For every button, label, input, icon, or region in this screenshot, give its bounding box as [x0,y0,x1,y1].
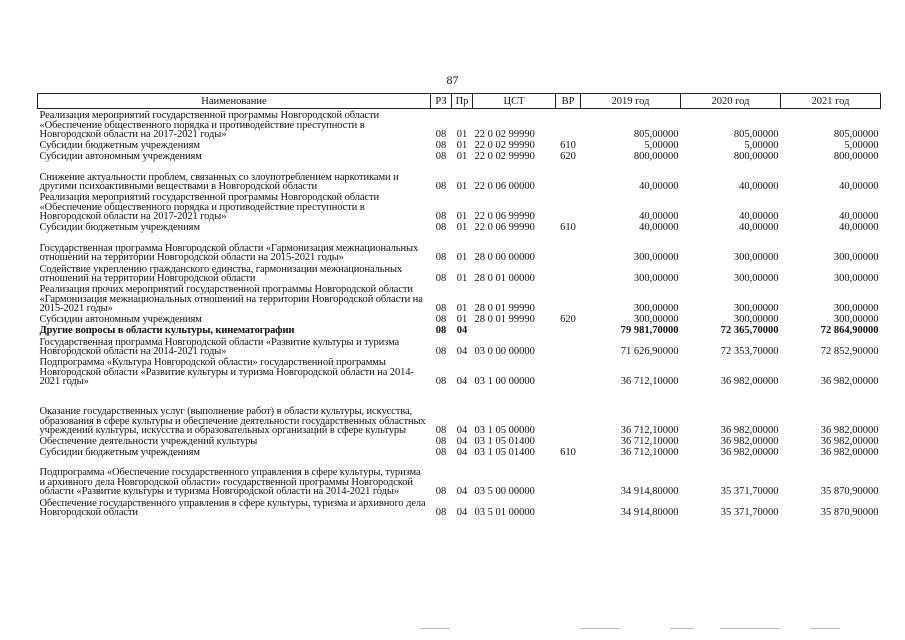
cell-name: Подпрограмма «Обеспечение государственного управления в сфере культуры, туризма и архивного дела Новгородской области» государственной программы Новгородской области «Развитие культуры и туризма Новгородской области на 2014-2021 годы» [39,467,421,497]
cell-2019: 40,00000 [639,210,679,222]
cell-2020: 35 371,70000 [720,485,779,497]
cell-pr: 01 [456,210,468,222]
cell-2021: 5,00000 [844,139,879,151]
cell-2019: 805,00000 [633,128,679,140]
cell-2019: 300,00000 [633,302,679,314]
table-body [38,109,881,518]
cell-vr [556,386,581,435]
cell-pr: 01 [456,128,468,140]
table-row [38,232,881,262]
cell-2021: 300,00000 [833,272,879,284]
header-pr: Пр [452,94,473,109]
cell-cst: 22 0 06 99990 [474,221,535,233]
cell-pr: 04 [456,446,468,458]
cell-name: Субсидии бюджетным учреждениям [39,221,200,233]
cell-name: Субсидии автономным учреждениям [39,150,202,162]
cell-rz: 08 [435,435,447,447]
cell-2020: 805,00000 [733,128,779,140]
cell-name: Государственная программа Новгородской области «Гармонизация межнациональных отношений на территории Новгородской области на 2015-2021 годы» [39,242,419,263]
cell-rz: 08 [435,345,447,357]
cell-2021: 300,00000 [833,313,879,325]
cell-2019: 71 626,90000 [620,345,679,357]
cell-vr [556,335,581,356]
cell-2019: 36 712,10000 [620,375,679,387]
cell-rz: 08 [435,302,447,314]
cell-2021: 36 982,00000 [820,424,879,436]
cell-cst: 03 1 05 01400 [474,446,535,458]
table-row [38,335,881,356]
cell-cst: 03 1 05 01400 [474,435,535,447]
cell-vr [556,496,581,517]
cell-cst [473,324,556,335]
table-row [38,435,881,446]
cell-name: Реализация мероприятий государственной программы Новгородской области «Обеспечение общественного порядка и противодействие преступности в Новгородской области на 2017-2021 годы» [39,110,379,140]
table-header-row [38,94,881,109]
cell-pr: 01 [456,313,468,325]
cell-vr [556,356,581,386]
cell-rz: 08 [435,150,447,162]
table-row [38,109,881,140]
cell-rz: 08 [435,272,447,284]
cell-cst: 03 1 00 00000 [474,375,535,387]
cell-cst: 03 0 00 00000 [474,345,535,357]
cell-pr: 01 [456,221,468,233]
scan-artifacts [420,628,860,634]
header-vr: ВР [556,94,581,109]
cell-name: Субсидии автономным учреждениям [39,313,202,325]
cell-rz: 08 [435,128,447,140]
cell-name: Оказание государственных услуг (выполнение работ) в области культуры, искусства, образования в сфере культуры и обеспечение деятельности государственных областных учреждений культуры, искусства и образовательных организаций в сфере культуры [39,406,426,436]
cell-pr: 04 [456,435,468,447]
cell-2020: 300,00000 [733,302,779,314]
cell-vr [556,457,581,496]
cell-name: Реализация прочих мероприятий государственной программы Новгородской области «Гармонизация межнациональных отношений на территории Новгородской области на 2015-2021 годы» [39,284,423,314]
cell-2019: 300,00000 [633,272,679,284]
cell-2020: 40,00000 [739,180,779,192]
cell-2020: 35 371,70000 [720,506,779,518]
cell-rz: 08 [435,180,447,192]
cell-pr: 01 [456,180,468,192]
cell-cst: 28 0 01 99990 [474,302,535,314]
cell-2021: 36 982,00000 [820,375,879,387]
cell-pr: 04 [456,485,468,497]
cell-rz: 08 [435,485,447,497]
table-row [38,221,881,232]
cell-pr: 01 [456,302,468,314]
cell-cst: 22 0 06 99990 [474,210,535,222]
cell-name: Другие вопросы в области культуры, кинематографии [39,324,295,336]
cell-rz: 08 [435,251,447,263]
header-cst: ЦСТ [473,94,556,109]
table-row [38,283,881,313]
cell-2021: 35 870,90000 [820,506,879,518]
header-rz: РЗ [431,94,452,109]
cell-pr: 04 [456,375,468,387]
cell-2020: 40,00000 [739,221,779,233]
cell-2021: 40,00000 [839,210,879,222]
cell-2021: 72 852,90000 [820,345,879,357]
cell-2020: 300,00000 [733,313,779,325]
cell-rz: 08 [435,210,447,222]
cell-name: Государственная программа Новгородской области «Развитие культуры и туризма Новгородской области на 2014-2021 годы» [39,336,400,357]
table-row [38,356,881,386]
cell-2021: 805,00000 [833,128,879,140]
cell-cst: 28 0 01 00000 [474,272,535,284]
cell-2021: 300,00000 [833,251,879,263]
cell-cst: 03 5 01 00000 [474,506,535,518]
cell-vr [556,161,581,191]
cell-rz: 08 [435,424,447,436]
cell-name: Подпрограмма «Культура Новгородской области» государственной программы Новгородской области «Развитие культуры и туризма Новгородской области на 2014-2021 годы» [39,357,414,387]
budget-table [37,93,881,517]
cell-vr [556,232,581,262]
cell-2021: 40,00000 [839,221,879,233]
cell-2020: 5,00000 [744,139,779,151]
cell-rz: 08 [435,221,447,233]
cell-pr: 04 [456,424,468,436]
cell-vr [556,262,581,283]
cell-cst: 03 1 05 00000 [474,424,535,436]
cell-2021: 35 870,90000 [820,485,879,497]
header-name: Наименование [38,94,431,109]
cell-pr: 01 [456,139,468,151]
header-2020: 2020 год [681,94,781,109]
cell-name: Содействие укреплению гражданского единства, гармонизации межнациональных отношений на территории Новгородской области [39,263,403,284]
cell-rz: 08 [435,313,447,325]
cell-name: Субсидии бюджетным учреждениям [39,139,200,151]
cell-2020: 36 982,00000 [720,435,779,447]
cell-2020: 800,00000 [733,150,779,162]
header-2021: 2021 год [781,94,881,109]
cell-name: Обеспечение деятельности учреждений культуры [39,435,258,447]
cell-rz: 08 [435,324,447,336]
cell-vr: 620 [560,313,576,325]
cell-pr: 01 [456,150,468,162]
table-row [38,386,881,435]
cell-2020: 36 982,00000 [720,375,779,387]
cell-2021: 36 982,00000 [820,435,879,447]
cell-vr [556,435,581,446]
cell-2019: 79 981,70000 [620,324,679,336]
cell-cst: 22 0 02 99990 [474,150,535,162]
cell-pr: 01 [456,272,468,284]
table-row [38,324,881,335]
cell-rz: 08 [435,506,447,518]
cell-2020: 300,00000 [733,272,779,284]
table-row [38,457,881,496]
cell-2020: 36 982,00000 [720,424,779,436]
cell-rz: 08 [435,446,447,458]
cell-rz: 08 [435,375,447,387]
cell-2021: 72 864,90000 [820,324,879,336]
cell-2019: 34 914,80000 [620,506,679,518]
page-number: 87 [446,73,459,87]
cell-2020: 72 353,70000 [720,345,779,357]
table-row [38,496,881,517]
cell-cst: 22 0 02 99990 [474,128,535,140]
cell-2021: 36 982,00000 [820,446,879,458]
cell-vr [556,324,581,335]
cell-name: Обеспечение государственного управления в сфере культуры, туризма и архивного дела Новгородской области [39,497,426,518]
cell-vr [556,283,581,313]
cell-2019: 5,00000 [644,139,679,151]
cell-2019: 40,00000 [639,180,679,192]
cell-pr: 04 [456,324,468,336]
cell-pr: 04 [456,506,468,518]
header-2019: 2019 год [581,94,681,109]
cell-rz: 08 [435,139,447,151]
cell-2021: 300,00000 [833,302,879,314]
cell-2020: 36 982,00000 [720,446,779,458]
cell-name: Реализация мероприятий государственной программы Новгородской области «Обеспечение общественного порядка и противодействие преступности в Новгородской области на 2017-2021 годы» [39,192,379,222]
table-row [38,191,881,221]
cell-2019: 40,00000 [639,221,679,233]
cell-vr [556,109,581,140]
cell-2019: 36 712,10000 [620,446,679,458]
cell-2020: 72 365,70000 [720,324,779,336]
cell-2019: 300,00000 [633,251,679,263]
cell-name: Субсидии бюджетным учреждениям [39,446,200,458]
table-row [38,446,881,457]
table-row [38,139,881,150]
cell-vr [556,191,581,221]
cell-vr: 620 [560,150,576,162]
cell-2019: 300,00000 [633,313,679,325]
cell-name: Снижение актуальности проблем, связанных со злоупотреблением наркотиками и другими психоактивными веществами в Новгородской области [39,171,399,192]
table-row [38,161,881,191]
cell-2021: 800,00000 [833,150,879,162]
cell-2019: 800,00000 [633,150,679,162]
table-row [38,150,881,161]
cell-cst: 22 0 02 99990 [474,139,535,151]
cell-cst: 22 0 06 00000 [474,180,535,192]
table-row [38,313,881,324]
cell-cst: 28 0 00 00000 [474,251,535,263]
cell-vr: 610 [560,221,576,233]
cell-vr: 610 [560,446,576,458]
cell-2020: 300,00000 [733,251,779,263]
cell-pr: 04 [456,345,468,357]
cell-cst: 03 5 00 00000 [474,485,535,497]
cell-cst: 28 0 01 99990 [474,313,535,325]
cell-2020: 40,00000 [739,210,779,222]
cell-vr: 610 [560,139,576,151]
cell-pr: 01 [456,251,468,263]
cell-2019: 36 712,10000 [620,435,679,447]
cell-2019: 34 914,80000 [620,485,679,497]
cell-2021: 40,00000 [839,180,879,192]
table-row [38,262,881,283]
cell-2019: 36 712,10000 [620,424,679,436]
